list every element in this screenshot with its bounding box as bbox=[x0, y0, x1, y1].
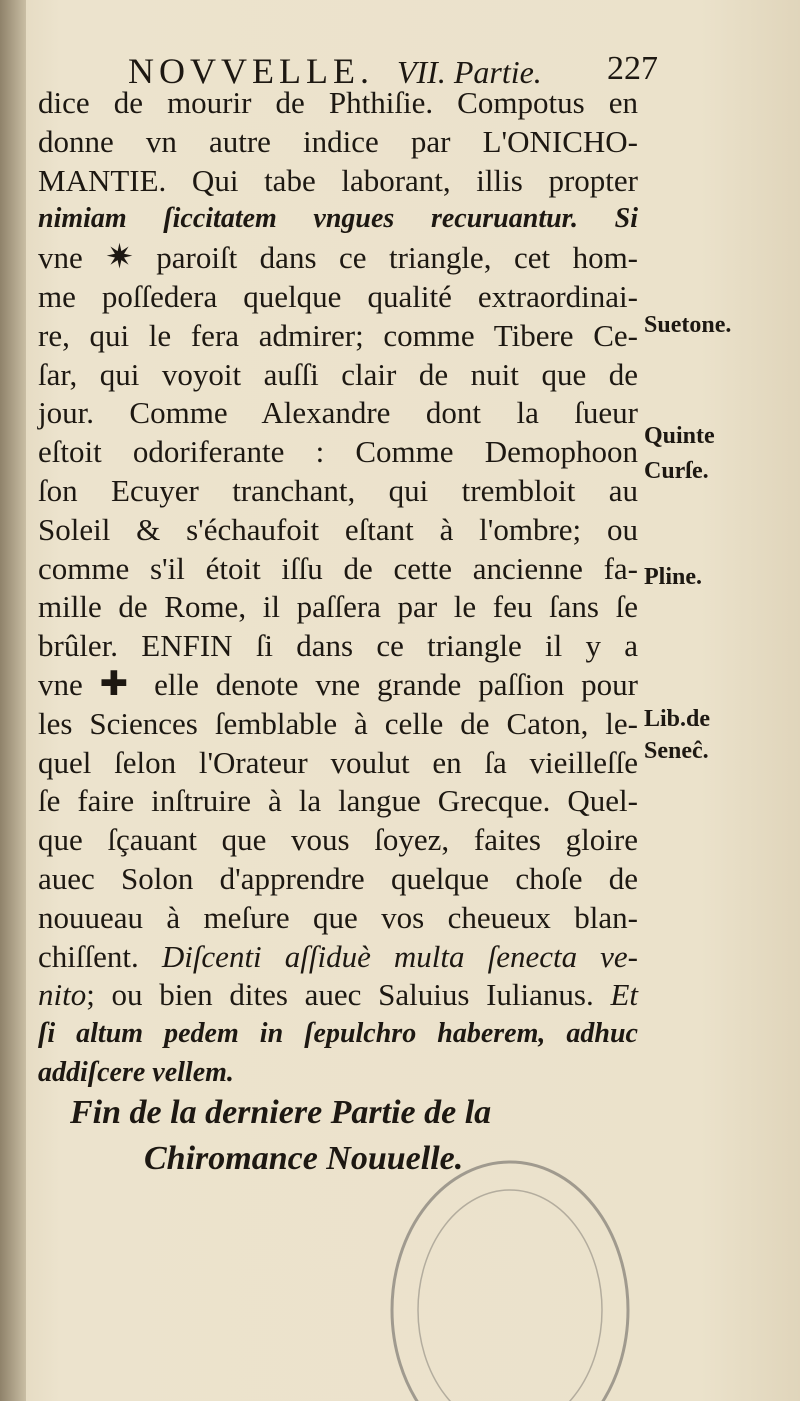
text-line: ſon Ecuyer tranchant, qui trembloit au bbox=[38, 472, 638, 508]
text-line: dice de mourir de Phthiſie. Compotus en bbox=[38, 85, 638, 120]
margin-note: Quinte bbox=[644, 423, 715, 449]
text-line: auec Solon d'apprendre quelque choſe de bbox=[38, 860, 638, 896]
text-line bbox=[38, 239, 638, 278]
text-line: eſtoit odoriferante : Comme Demophoon bbox=[38, 434, 638, 470]
text-fragment: vne bbox=[38, 666, 83, 702]
cross-symbol-icon: ✚ bbox=[99, 665, 138, 703]
text-line: ſe faire inſtruire à la langue Grecque. Quel- bbox=[38, 783, 638, 819]
text-line: donne vn autre indice par L'ONICHO- bbox=[38, 123, 638, 159]
text-line: Soleil & s'échaufoit eſtant à l'ombre; ou bbox=[38, 511, 638, 547]
text-line: comme s'il étoit iſſu de cette ancienne fa- bbox=[38, 550, 638, 586]
library-stamp bbox=[360, 1140, 660, 1401]
text-line: me poſſedera quelque qualité extraordinai- bbox=[38, 278, 638, 314]
text-line bbox=[38, 976, 638, 1015]
text-line: addiſcere vellem. bbox=[38, 1056, 234, 1088]
margin-note: Seneĉ. bbox=[644, 738, 709, 764]
text-fragment: chiſſent. bbox=[38, 938, 139, 974]
page-number: 227 bbox=[607, 50, 658, 87]
colophon-line: Chiromance Nouuelle. bbox=[144, 1140, 464, 1177]
margin-note: Pline. bbox=[644, 564, 702, 590]
text-line: mille de Rome, il paſſera par le feu ſans ſe bbox=[38, 589, 638, 625]
part-label: VII. Partie. bbox=[396, 54, 542, 90]
text-line: ſi altum pedem in ſepulchro haberem, adhuc bbox=[38, 1018, 638, 1050]
colophon-line: Fin de la derniere Partie de la bbox=[70, 1094, 492, 1131]
latin-fragment: nito bbox=[38, 977, 87, 1013]
text-line bbox=[38, 938, 638, 977]
text-line: jour. Comme Alexandre dont la ſueur bbox=[38, 395, 638, 431]
text-fragment: elle denote vne grande paſſion pour bbox=[154, 666, 638, 702]
text-line bbox=[38, 666, 638, 705]
text-fragment: vne bbox=[38, 240, 83, 276]
star-symbol-icon: ✷ bbox=[105, 239, 134, 277]
text-line: MANTIE. Qui tabe laborant, illis propter bbox=[38, 162, 638, 198]
text-line: les Sciences ſemblable à celle de Caton, le- bbox=[38, 705, 638, 741]
text-line: que ſçauant que vous ſoyez, faites gloire bbox=[38, 822, 638, 858]
text-fragment: paroiſt dans ce triangle, cet hom- bbox=[156, 240, 639, 276]
latin-fragment: Et bbox=[610, 977, 638, 1013]
latin-fragment: Diſcenti aſſiduè multa ſenecta ve- bbox=[161, 938, 639, 974]
text-line: brûler. ENFIN ſi dans ce triangle il y a bbox=[38, 628, 638, 664]
running-title: NOVVELLE. bbox=[128, 51, 374, 91]
binding-gutter bbox=[0, 0, 26, 1401]
text-line: re, qui le fera admirer; comme Tibere Ce- bbox=[38, 317, 638, 353]
margin-note: Curſe. bbox=[644, 458, 709, 484]
text-line: nouueau à meſure que vos cheueux blan- bbox=[38, 899, 638, 935]
text-line: ſar, qui voyoit auſſi clair de nuit que de bbox=[38, 356, 638, 392]
margin-note: Suetone. bbox=[644, 312, 732, 338]
text-fragment: ; ou bien dites auec Saluius Iulianus. bbox=[86, 977, 594, 1013]
text-line: quel ſelon l'Orateur voulut en ſa vieilleſſe bbox=[38, 744, 638, 780]
body-text bbox=[38, 84, 638, 1093]
text-line: nimiam ſiccitatem vngues recuruantur. Si bbox=[38, 203, 638, 235]
margin-note: Lib.de bbox=[644, 706, 711, 732]
